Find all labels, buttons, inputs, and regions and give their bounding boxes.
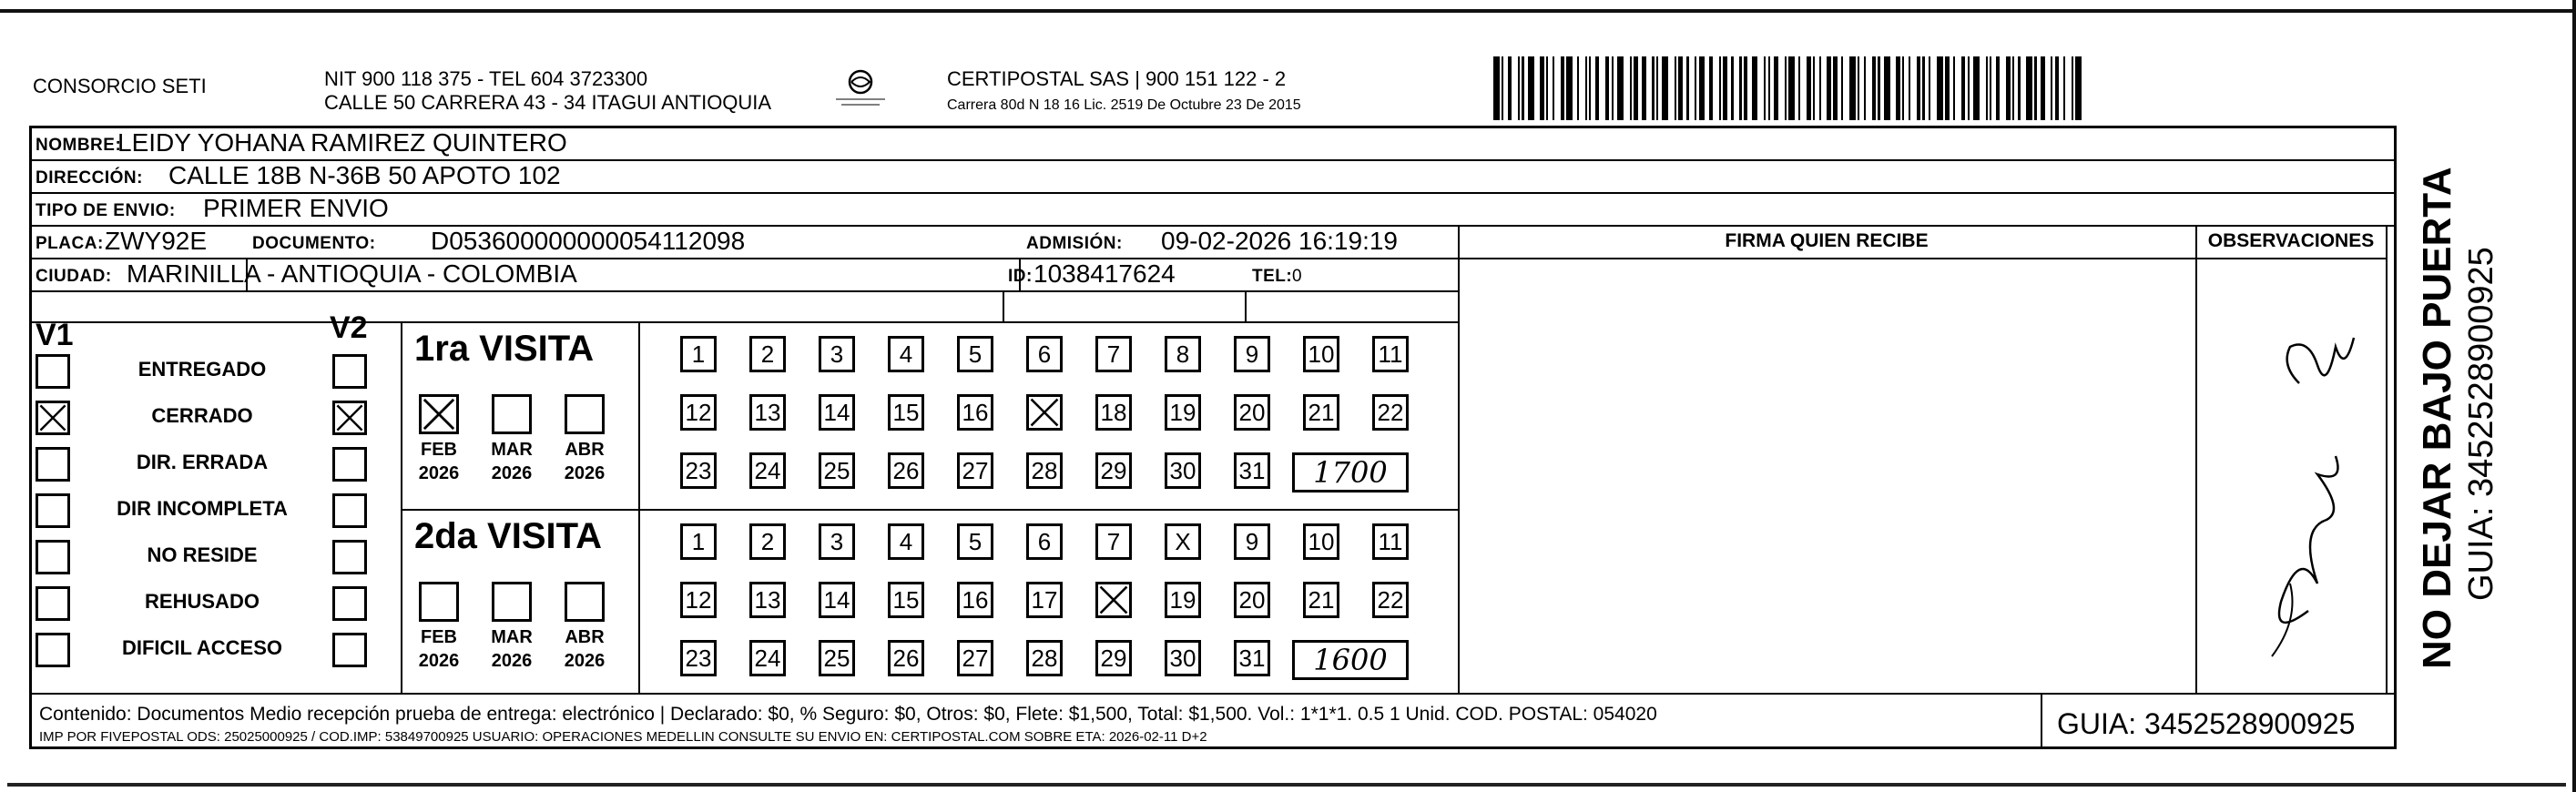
barcode-gap [1821,56,1828,120]
day-box[interactable]: 4 [888,336,924,372]
nombre-label: NOMBRE: [36,136,122,155]
day-box[interactable]: 20 [1234,394,1270,431]
status-label: REHUSADO [145,590,260,613]
day-box[interactable]: 21 [1303,582,1339,618]
status-label: DIR INCOMPLETA [117,497,288,520]
barcode-gap [1778,56,1785,120]
certi-sub: Carrera 80d N 18 16 Lic. 2519 De Octubre 23 De 2015 [947,97,1301,113]
day-box[interactable]: 16 [957,394,993,431]
delivery-form [29,126,2397,749]
day-box[interactable]: 10 [1303,336,1339,372]
barcode-gap [1910,56,1917,120]
day-box[interactable]: 11 [1372,523,1409,560]
day-box[interactable]: 13 [749,394,786,431]
day-box[interactable] [1095,582,1132,618]
day-box[interactable]: 28 [1026,640,1063,676]
day-box[interactable]: 26 [888,640,924,676]
day-box[interactable]: 23 [680,640,717,676]
observaciones-header: OBSERVACIONES [2207,230,2375,251]
barcode-gap [1843,56,1849,120]
month-checkbox[interactable] [492,582,532,622]
day-box[interactable]: 6 [1026,523,1063,560]
month-checkbox[interactable] [492,394,532,434]
day-box[interactable]: 22 [1372,582,1409,618]
month-checkbox[interactable] [419,582,459,622]
footer-content: Contenido: Documentos Medio recepción prueba de entrega: electrónico | Declarado: $0, % Seguro: $0, Otros: $0, Flete: $1,500, Total: $1,500. Vol.: 1*1*1. 0.5 1 Unid. COD. POSTAL: 054020 [39,704,1657,725]
day-box[interactable]: 26 [888,452,924,489]
barcode-bar [1617,56,1624,120]
day-box[interactable]: 24 [749,640,786,676]
certipostal-logo [829,68,892,108]
day-box[interactable]: 30 [1165,452,1201,489]
documento-label: DOCUMENTO: [252,234,376,253]
day-box[interactable]: 3 [819,523,855,560]
day-box[interactable]: 23 [680,452,717,489]
barcode-bar [1884,56,1890,120]
visit-title: 2da VISITA [414,516,602,556]
month-name: ABR [565,440,605,460]
month-name: MAR [491,627,533,647]
placa-value: ZWY92E [105,227,208,255]
barcode-gap [1757,56,1764,120]
footer-imp: IMP POR FIVEPOSTAL ODS: 25025000925 / COD.IMP: 53849700925 USUARIO: OPERACIONES MEDELLIN CONSULTE SU ENVIO EN: CERTIPOSTAL.COM SOBRE ETA: 2026-02-11 D+2 [39,729,1207,745]
day-box[interactable]: 19 [1165,582,1201,618]
visit-title: 1ra VISITA [414,329,595,369]
day-box[interactable]: 4 [888,523,924,560]
barcode-gap [2065,56,2072,120]
day-box[interactable]: 5 [957,523,993,560]
firma-header: FIRMA QUIEN RECIBE [1725,230,1929,251]
day-box[interactable]: 10 [1303,523,1339,560]
v2-header: V2 [330,310,368,345]
ciudad-value: MARINILLA - ANTIOQUIA - COLOMBIA [127,259,577,288]
barcode-gap [1624,56,1630,120]
day-box[interactable]: 3 [819,336,855,372]
barcode-bar [2075,56,2082,120]
day-box[interactable]: 25 [819,640,855,676]
status-label: CERRADO [151,404,253,427]
day-box[interactable]: 13 [749,582,786,618]
barcode-bar [1662,56,1668,120]
v1-checkbox[interactable] [36,586,70,621]
v2-checkbox[interactable] [332,401,367,435]
barcode [1493,56,2085,120]
direccion-value: CALLE 18B N-36B 50 APOTO 102 [168,161,561,189]
admision-value: 09-02-2026 16:19:19 [1161,227,1398,255]
day-box[interactable]: 9 [1234,523,1270,560]
nombre-value: LEIDY YOHANA RAMIREZ QUINTERO [117,128,567,157]
nit-line: NIT 900 118 375 - TEL 604 3723300 [324,67,648,90]
id-value: 1038417624 [1033,259,1176,288]
tipo-envio-value: PRIMER ENVIO [203,194,389,222]
day-box[interactable] [1026,394,1063,431]
side-warning: NO DEJAR BAJO PUERTA [2415,167,2459,669]
day-x-icon [1029,397,1060,428]
month-name: FEB [421,440,457,460]
v1-checkbox[interactable] [36,354,70,389]
day-box[interactable]: 21 [1303,394,1339,431]
day-box[interactable]: 29 [1095,452,1132,489]
day-box[interactable]: 17 [1026,582,1063,618]
month-checkbox[interactable] [565,582,605,622]
barcode-gap [1554,56,1561,120]
page-top-edge [0,0,2576,13]
barcode-bar [2026,56,2032,120]
barcode-bar [1699,56,1705,120]
ciudad-label: CIUDAD: [36,267,112,286]
check-x-icon [422,397,456,432]
barcode-gap [1713,56,1719,120]
day-box[interactable]: 28 [1026,452,1063,489]
day-box[interactable]: 27 [957,452,993,489]
day-box[interactable]: 27 [957,640,993,676]
day-box[interactable]: 20 [1234,582,1270,618]
barcode-gap [1930,56,1937,120]
day-box[interactable]: X [1165,523,1201,560]
day-box[interactable]: 30 [1165,640,1201,676]
day-box[interactable]: 15 [888,582,924,618]
barcode-gap [1668,56,1675,120]
day-box[interactable]: 14 [819,582,855,618]
barcode-bar [1493,56,1500,120]
signature-scribble [2217,310,2381,675]
day-box[interactable]: 11 [1372,336,1409,372]
day-box[interactable]: 1 [680,523,717,560]
barcode-gap [1579,56,1585,120]
barcode-gap [1534,56,1541,120]
footer-guia: GUIA: 3452528900925 [2057,707,2356,740]
check-x-icon [38,403,67,432]
barcode-gap [2000,56,2006,120]
day-box[interactable]: 7 [1095,523,1132,560]
day-box[interactable]: 5 [957,336,993,372]
v1-checkbox[interactable] [36,540,70,574]
day-box[interactable]: 14 [819,394,855,431]
month-year: 2026 [418,651,460,671]
month-checkbox[interactable] [419,394,459,434]
barcode-gap [2082,56,2085,120]
day-box[interactable]: 7 [1095,336,1132,372]
day-x-icon [1098,584,1129,615]
admision-label: ADMISIÓN: [1026,234,1123,253]
day-box[interactable]: 24 [749,452,786,489]
status-label: DIR. ERRADA [136,451,269,473]
month-checkbox[interactable] [565,394,605,434]
barcode-bar [1937,56,1943,120]
barcode-gap [2045,56,2052,120]
documento-value: D053600000000054112098 [431,227,746,255]
certi-line: CERTIPOSTAL SAS | 900 151 122 - 2 [947,67,1287,90]
day-box[interactable]: 25 [819,452,855,489]
visit-time: 1600 [1292,640,1409,680]
month-name: MAR [491,440,533,460]
visit-time: 1700 [1292,452,1409,492]
day-box[interactable]: 12 [680,582,717,618]
v1-checkbox[interactable] [36,633,70,667]
day-box[interactable]: 2 [749,336,786,372]
status-label: ENTREGADO [137,358,267,381]
v1-checkbox[interactable] [36,447,70,482]
day-box[interactable]: 6 [1026,336,1063,372]
day-box[interactable]: 1 [680,336,717,372]
day-box[interactable]: 31 [1234,640,1270,676]
month-year: 2026 [491,463,533,483]
company-name: CONSORCIO SETI [33,75,207,97]
day-box[interactable]: 16 [957,582,993,618]
direccion-label: DIRECCIÓN: [36,168,143,188]
month-name: FEB [421,627,457,647]
page-bottom-edge [7,783,2566,787]
day-box[interactable]: 29 [1095,640,1132,676]
check-x-icon [335,403,364,432]
tipo-envio-label: TIPO DE ENVIO: [36,201,176,220]
v2-checkbox[interactable] [332,586,367,621]
month-name: ABR [565,627,605,647]
barcode-bar [1528,56,1534,120]
barcode-bar [1566,56,1573,120]
day-box[interactable]: 18 [1095,394,1132,431]
day-box[interactable]: 9 [1234,336,1270,372]
barcode-bar [1752,56,1758,120]
placa-label: PLACA: [36,234,104,253]
barcode-gap [1512,56,1518,120]
day-box[interactable]: 31 [1234,452,1270,489]
day-box[interactable]: 15 [888,394,924,431]
barcode-gap [1734,56,1740,120]
barcode-gap [1800,56,1807,120]
month-year: 2026 [564,463,606,483]
v1-checkbox[interactable] [36,493,70,528]
v2-checkbox[interactable] [332,540,367,574]
barcode-gap [1866,56,1872,120]
barcode-gap [1646,56,1653,120]
barcode-bar [1788,56,1795,120]
tel-value: 0 [1292,267,1303,286]
barcode-gap [1689,56,1695,120]
v1-checkbox[interactable] [36,401,70,435]
day-box[interactable]: 2 [749,523,786,560]
v2-checkbox[interactable] [332,447,367,482]
month-year: 2026 [491,651,533,671]
certipostal-logo-icon [829,68,892,108]
barcode-gap [1955,56,1961,120]
day-box[interactable]: 8 [1165,336,1201,372]
tel-label: TEL: [1252,267,1293,286]
v2-checkbox[interactable] [332,633,367,667]
barcode-gap [1980,56,1986,120]
v1-header: V1 [36,318,74,352]
v2-checkbox[interactable] [332,354,367,389]
page-right-edge [2572,0,2576,792]
status-label: DIFICIL ACCESO [121,636,282,659]
month-year: 2026 [564,651,606,671]
month-year: 2026 [418,463,460,483]
day-box[interactable]: 22 [1372,394,1409,431]
barcode-gap [1890,56,1897,120]
address-line: CALLE 50 CARRERA 43 - 34 ITAGUI ANTIOQUIA [324,91,772,114]
day-box[interactable]: 19 [1165,394,1201,431]
id-label: ID: [1008,267,1033,286]
barcode-gap [2021,56,2027,120]
v2-checkbox[interactable] [332,493,367,528]
side-guia: GUIA: 3452528900925 [2462,247,2500,601]
barcode-bar [1849,56,1856,120]
day-box[interactable]: 12 [680,394,717,431]
status-label: NO RESIDE [147,543,258,566]
barcode-bar [1973,56,1980,120]
barcode-gap [1599,56,1605,120]
